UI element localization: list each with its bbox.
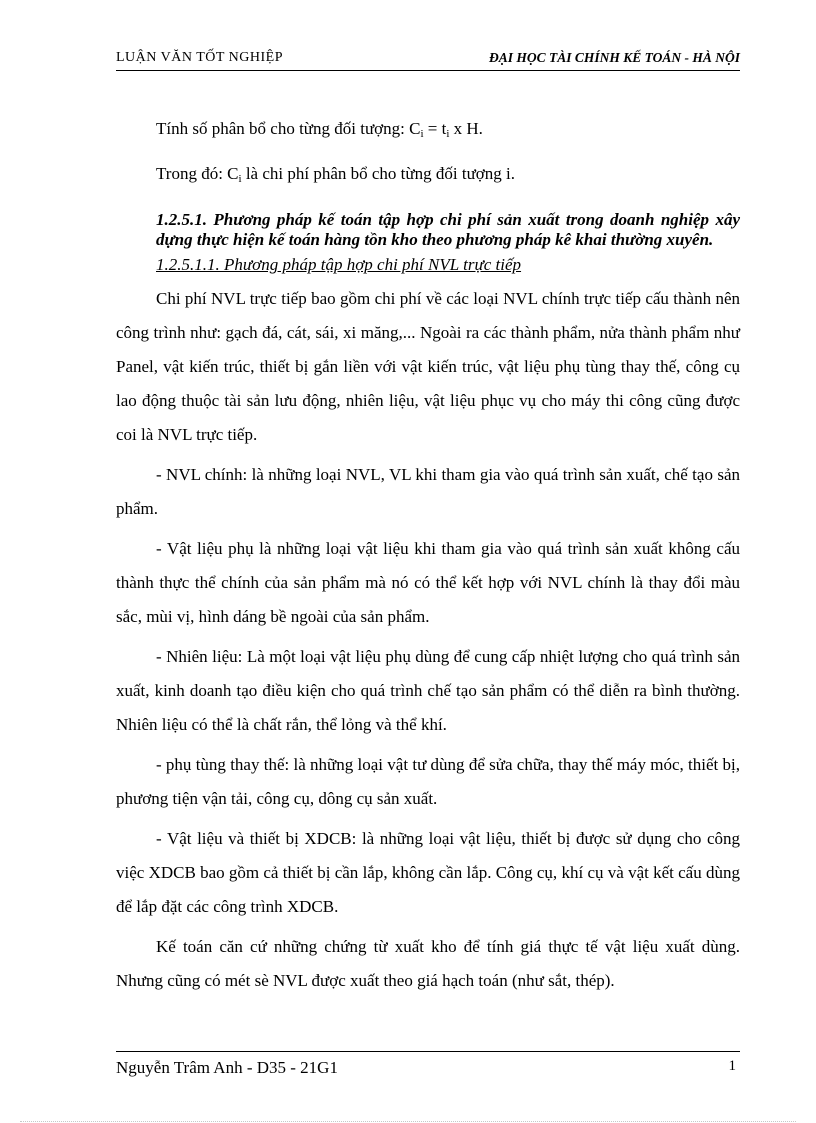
body-paragraph: - Nhiên liệu: Là một loại vật liệu phụ dùng để cung cấp nhiệt lượng cho quá trình sản xuất, kinh doanh tạo điều kiện cho quá trình chế tạo sản phẩm có thể diễn ra bình thường. Nhiên liệu có thể là chất rắn, thể lỏng và thể khí. xyxy=(116,647,740,734)
body-paragraph: - NVL chính: là những loại NVL, VL khi tham gia vào quá trình sản xuất, chế tạo sản phẩm. xyxy=(116,465,740,518)
header-thesis-title: LUẬN VĂN TỐT NGHIỆP xyxy=(116,50,283,65)
page-edge-divider xyxy=(20,1121,796,1122)
page-body xyxy=(116,118,740,998)
header-university: ĐẠI HỌC TÀI CHÍNH KẾ TOÁN - HÀ NỘI xyxy=(488,50,740,65)
page-number: 1 xyxy=(728,1058,736,1074)
formula-explanation: Trong đó: $C_i$ là chi phí phân bổ cho từng đối tượng i. xyxy=(156,164,515,185)
subsection-heading: 1.2.5.1.1. Phương pháp tập hợp chi phí NVL trực tiếp xyxy=(156,255,522,274)
body-paragraph: Kế toán căn cứ những chứng từ xuất kho để tính giá thực tế vật liệu xuất dùng. Nhưng cũng có mét sè NVL được xuất theo giá hạch toán (như sắt, thép). xyxy=(116,937,740,990)
section-heading: 1.2.5.1. Phương pháp kế toán tập hợp chi phí sản xuất trong doanh nghiệp xây dựng thực hiện kế toán hàng tồn kho theo phương pháp kê khai thường xuyên. xyxy=(156,210,740,249)
body-paragraph: - Vật liệu phụ là những loại vật liệu khi tham gia vào quá trình sản xuất không cấu thành thực thể chính của sản phẩm mà nó có thể kết hợp với NVL chính là thay đổi màu sắc, mùi vị, hình dáng bề ngoài của sản phẩm. xyxy=(116,539,740,626)
page-footer xyxy=(116,1051,740,1077)
body-paragraph: Chi phí NVL trực tiếp bao gồm chi phí về các loại NVL chính trực tiếp cấu thành nên công trình như: gạch đá, cát, sái, xi măng,... Ngoài ra các thành phẩm, nửa thành phẩm như Panel, vật kiến trúc, thiết bị gắn liền với vật kiến trúc, vật liệu phụ tùng thay thế, công cụ lao động thuộc tài sản lưu động, nhiên liệu, vật liệu phục vụ cho máy thi công cũng được coi là NVL trực tiếp. xyxy=(116,289,740,444)
body-paragraph: - Vật liệu và thiết bị XDCB: là những loại vật liệu, thiết bị được sử dụng cho công việc XDCB bao gồm cả thiết bị cần lắp, không cần lắp. Công cụ, khí cụ và vật kết cấu dùng để lắp đặt các công trình XDCB. xyxy=(116,829,740,916)
allocation-formula: Tính số phân bổ cho từng đối tượng: $C_i = t_i$ x H. xyxy=(156,119,483,140)
page-header xyxy=(116,48,740,71)
footer-author: Nguyễn Trâm Anh - D35 - 21G1 xyxy=(116,1058,338,1077)
body-paragraph: - phụ tùng thay thế: là những loại vật tư dùng để sửa chữa, thay thế máy móc, thiết bị, phương tiện vận tải, công cụ, dông cụ sản xuất. xyxy=(116,755,740,808)
